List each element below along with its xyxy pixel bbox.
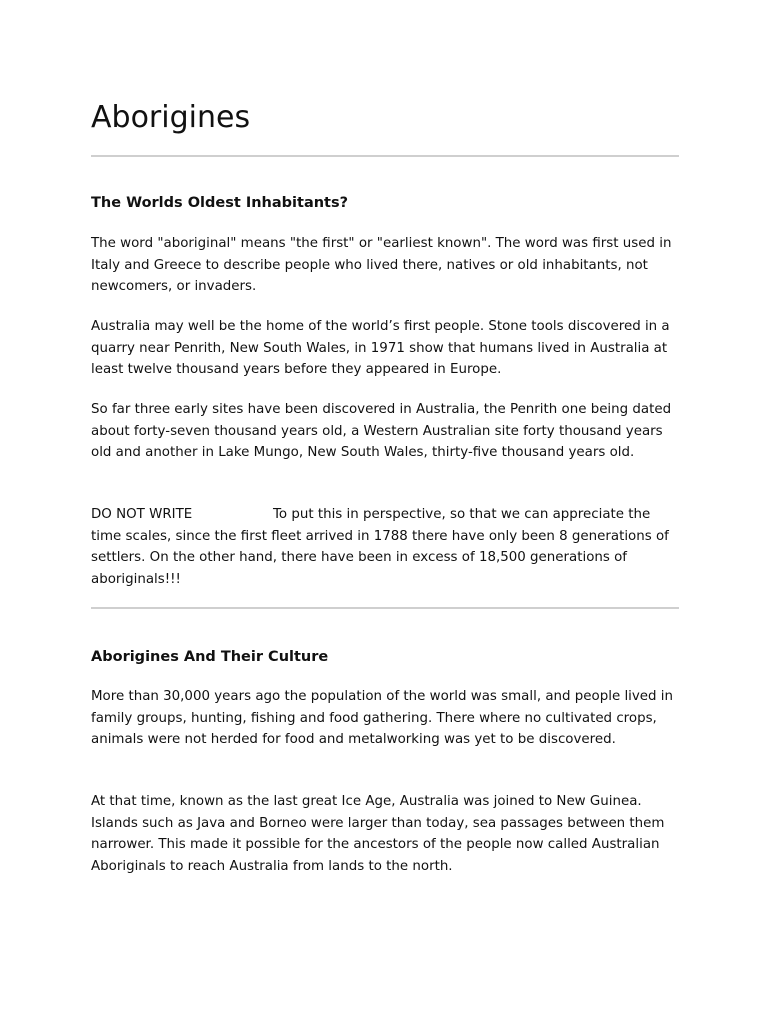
paragraph: More than 30,000 years ago the population of the world was small, and people lived in family groups, hunting, fishing and food gathering. There where no cultivated crops, animals were not herded for food and metalworking was yet to be discovered.: [91, 689, 674, 747]
note-text: To put this in perspective, so that we can appreciate the time scales, since the first fleet arrived in 1788 there have only been 8 generations of settlers. On the other hand, there have been in excess of 18,500 generations of aboriginals!!!: [91, 507, 669, 587]
horizontal-divider: [91, 155, 679, 157]
section-heading: The Worlds Oldest Inhabitants?: [91, 195, 349, 211]
section-heading: Aborigines And Their Culture: [91, 649, 329, 665]
paragraph: The word "aboriginal" means "the first" or "earliest known". The word was first used in Italy and Greece to describe people who lived there, natives or old inhabitants, not newcomers, or invaders.: [91, 236, 672, 294]
perspective-note: [91, 504, 681, 590]
paragraph: At that time, known as the last great Ice Age, Australia was joined to New Guinea. Islands such as Java and Borneo were larger than today, sea passages between them narrower. This made it possible for the ancestors of the people now called Australian Aboriginals to reach Australia from lands to the north.: [91, 794, 665, 874]
page-title: Aborigines: [91, 100, 251, 135]
do-not-write-label: DO NOT WRITE: [91, 507, 193, 522]
paragraph: So far three early sites have been discovered in Australia, the Penrith one being dated about forty-seven thousand years old, a Western Australian site forty thousand years old and another in Lake Mungo, New South Wales, thirty-five thousand years old.: [91, 402, 672, 460]
horizontal-divider: [91, 607, 679, 609]
paragraph: Australia may well be the home of the world’s first people. Stone tools discovered in a quarry near Penrith, New South Wales, in 1971 show that humans lived in Australia at least twelve thousand years before they appeared in Europe.: [91, 319, 670, 377]
